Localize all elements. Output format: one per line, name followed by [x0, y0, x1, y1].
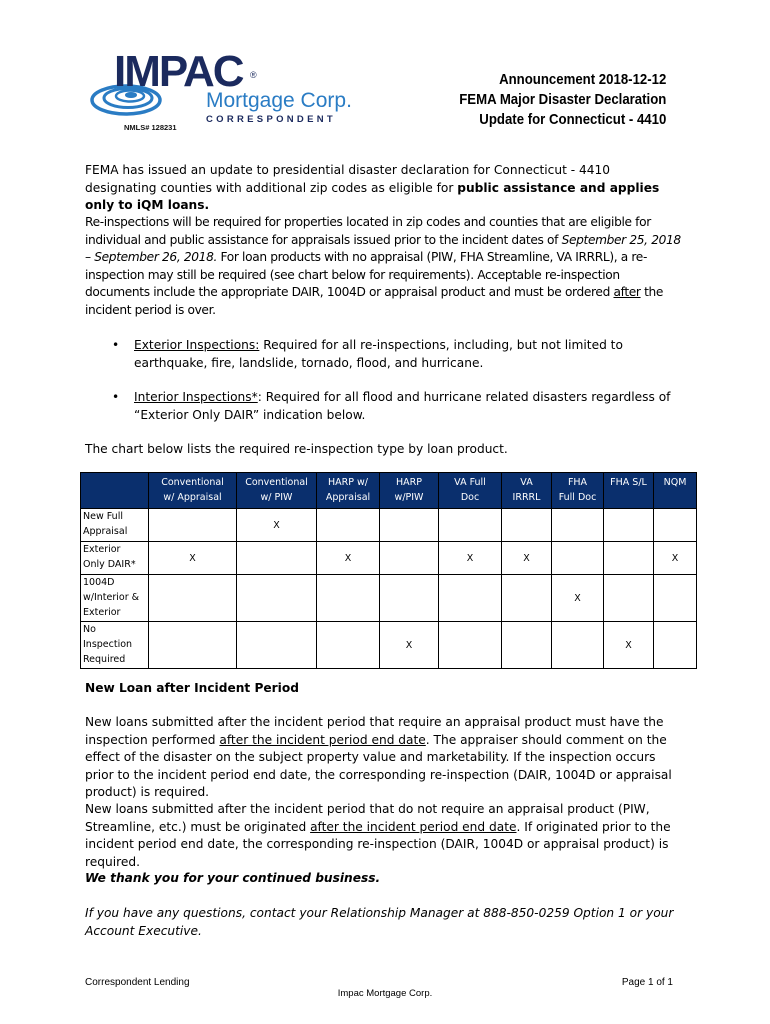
table-cell: X	[237, 509, 317, 542]
table-row	[81, 542, 697, 575]
table-row	[81, 575, 697, 622]
reinspection-table	[80, 472, 697, 669]
table-cell	[552, 509, 604, 542]
new-loan-heading: New Loan after Incident Period	[85, 681, 299, 695]
row-label: Exterior Only DAIR*	[81, 542, 149, 575]
table-cell	[439, 509, 502, 542]
table-cell: X	[654, 542, 697, 575]
table-row	[81, 622, 697, 669]
table-cell	[237, 542, 317, 575]
logo-tagline: Mortgage Corp.	[206, 89, 352, 112]
new-loan-paragraph-1: New loans submitted after the incident period that require an appraisal product must have the inspection performed after the incident period end date. The appraiser should comment on the effect of the disaster on the subject property value and marketability. If the inspection occurs prior to the incident period end date, the corresponding re-inspection (DAIR, 1004D or appraisal product) is required.	[85, 715, 672, 800]
table-cell: X	[552, 575, 604, 622]
bullet-dot: •	[112, 390, 120, 404]
table-cell	[552, 542, 604, 575]
table-cell	[654, 622, 697, 669]
reinspect-after: after	[613, 285, 641, 300]
table-cell	[149, 575, 237, 622]
table-cell	[439, 622, 502, 669]
bullet-dot: •	[112, 338, 120, 352]
table-cell: X	[149, 542, 237, 575]
bullet-interior	[112, 389, 674, 424]
intro-text: FEMA has issued an update to presidential disaster declaration for Connecticut - 4410 designating counties with additional zip codes as eligible for	[85, 163, 611, 195]
row-label: No Inspection Required	[81, 622, 149, 669]
table-cell	[502, 622, 552, 669]
table-cell: X	[317, 542, 380, 575]
reinspect-text-3: the incident period is over.	[85, 285, 664, 317]
table-cell	[317, 509, 380, 542]
bullet-exterior-text: Required for all re-inspections, including, but not limited to earthquake, fire, landslide, tornado, flood, and hurricane.	[134, 338, 623, 370]
underlined-date: after the incident period end date	[310, 819, 517, 834]
table-cell: X	[502, 542, 552, 575]
table-cell	[439, 575, 502, 622]
column-header: HARP w/ Appraisal	[317, 473, 380, 509]
column-header: FHA Full Doc	[552, 473, 604, 509]
table-cell: X	[604, 622, 654, 669]
table-cell	[237, 622, 317, 669]
table-cell	[317, 575, 380, 622]
page-number: Page 1 of 1	[621, 977, 673, 988]
logo-registered: ®	[250, 70, 257, 80]
table-cell	[149, 509, 237, 542]
table-cell	[149, 622, 237, 669]
logo-brand: IMPAC	[114, 47, 243, 96]
reinspection-paragraph	[85, 214, 685, 320]
column-header: VA IRRRL	[502, 473, 552, 509]
underlined-date: after the incident period end date	[219, 732, 426, 747]
table-cell	[552, 622, 604, 669]
row-label: 1004D w/Interior & Exterior	[81, 575, 149, 622]
table-cell	[604, 542, 654, 575]
column-header: Conventional w/ Appraisal	[149, 473, 237, 509]
column-header: FHA S/L	[604, 473, 654, 509]
table-row	[81, 509, 697, 542]
announcement-line-1: Announcement 2018-12-12	[498, 71, 666, 88]
logo-sub: CORRESPONDENT	[206, 114, 336, 125]
incident-dates: September 25, 2018 – September 26, 2018.	[85, 232, 681, 265]
table-cell	[654, 575, 697, 622]
table-cell	[604, 509, 654, 542]
reinspect-text-1: Re-inspections will be required for properties located in zip codes and counties that are eligible for individual and public assistance for appraisals issued prior to the incident dates of	[85, 215, 651, 247]
table-cell	[380, 509, 439, 542]
table-cell	[317, 622, 380, 669]
table-cell	[380, 575, 439, 622]
table-cell: X	[380, 622, 439, 669]
bullet-exterior-label: Exterior Inspections:	[134, 338, 260, 352]
bullet-exterior	[112, 337, 674, 372]
table-cell	[502, 509, 552, 542]
table-cell	[654, 509, 697, 542]
footer-company: Impac Mortgage Corp.	[337, 988, 433, 999]
bullet-interior-text: : Required for all flood and hurricane related disasters regardless of “Exterior Only DAIR” indication below.	[134, 390, 671, 422]
table-header-row	[81, 473, 697, 509]
thank-you-note: We thank you for your continued business.	[85, 871, 381, 885]
reinspect-text-2: For loan products with no appraisal (PIW, FHA Streamline, VA IRRRL), a re-inspection may still be required (see chart below for requirements). Acceptable re-inspection documents include the appropriate DAIR, 1004D or appraisal product and must be ordered	[85, 250, 647, 300]
table-cell: X	[439, 542, 502, 575]
intro-paragraph	[85, 162, 685, 215]
table-cell	[237, 575, 317, 622]
header-corner	[81, 473, 149, 509]
footer-left: Correspondent Lending	[85, 977, 190, 988]
column-header: NQM	[654, 473, 697, 509]
announcement-line-3: Update for Connecticut - 4410	[478, 111, 666, 128]
announcement-line-2: FEMA Major Disaster Declaration	[458, 91, 666, 108]
column-header: HARP w/PIW	[380, 473, 439, 509]
intro-bold: public assistance and applies only to iQM loans.	[85, 180, 660, 213]
announcement-title	[459, 70, 666, 130]
new-loan-paragraph-2: New loans submitted after the incident period that do not require an appraisal product (PIW, Streamline, etc.) must be originated after the incident period end date. If originated prior to the incident period end date, the corresponding re-inspection (DAIR, 1004D or appraisal product) is required.	[85, 802, 671, 869]
chart-caption: The chart below lists the required re-inspection type by loan product.	[85, 442, 508, 456]
table-cell	[380, 542, 439, 575]
column-header: Conventional w/ PIW	[237, 473, 317, 509]
table-cell	[604, 575, 654, 622]
column-header: VA Full Doc	[439, 473, 502, 509]
nmls-number: NMLS# 128231	[124, 123, 177, 132]
row-label: New Full Appraisal	[81, 509, 149, 542]
table-cell	[502, 575, 552, 622]
bullet-interior-label: Interior Inspections*	[134, 390, 258, 404]
contact-note: If you have any questions, contact your Relationship Manager at 888-850-0259 Option 1 or your Account Executive.	[85, 906, 674, 938]
